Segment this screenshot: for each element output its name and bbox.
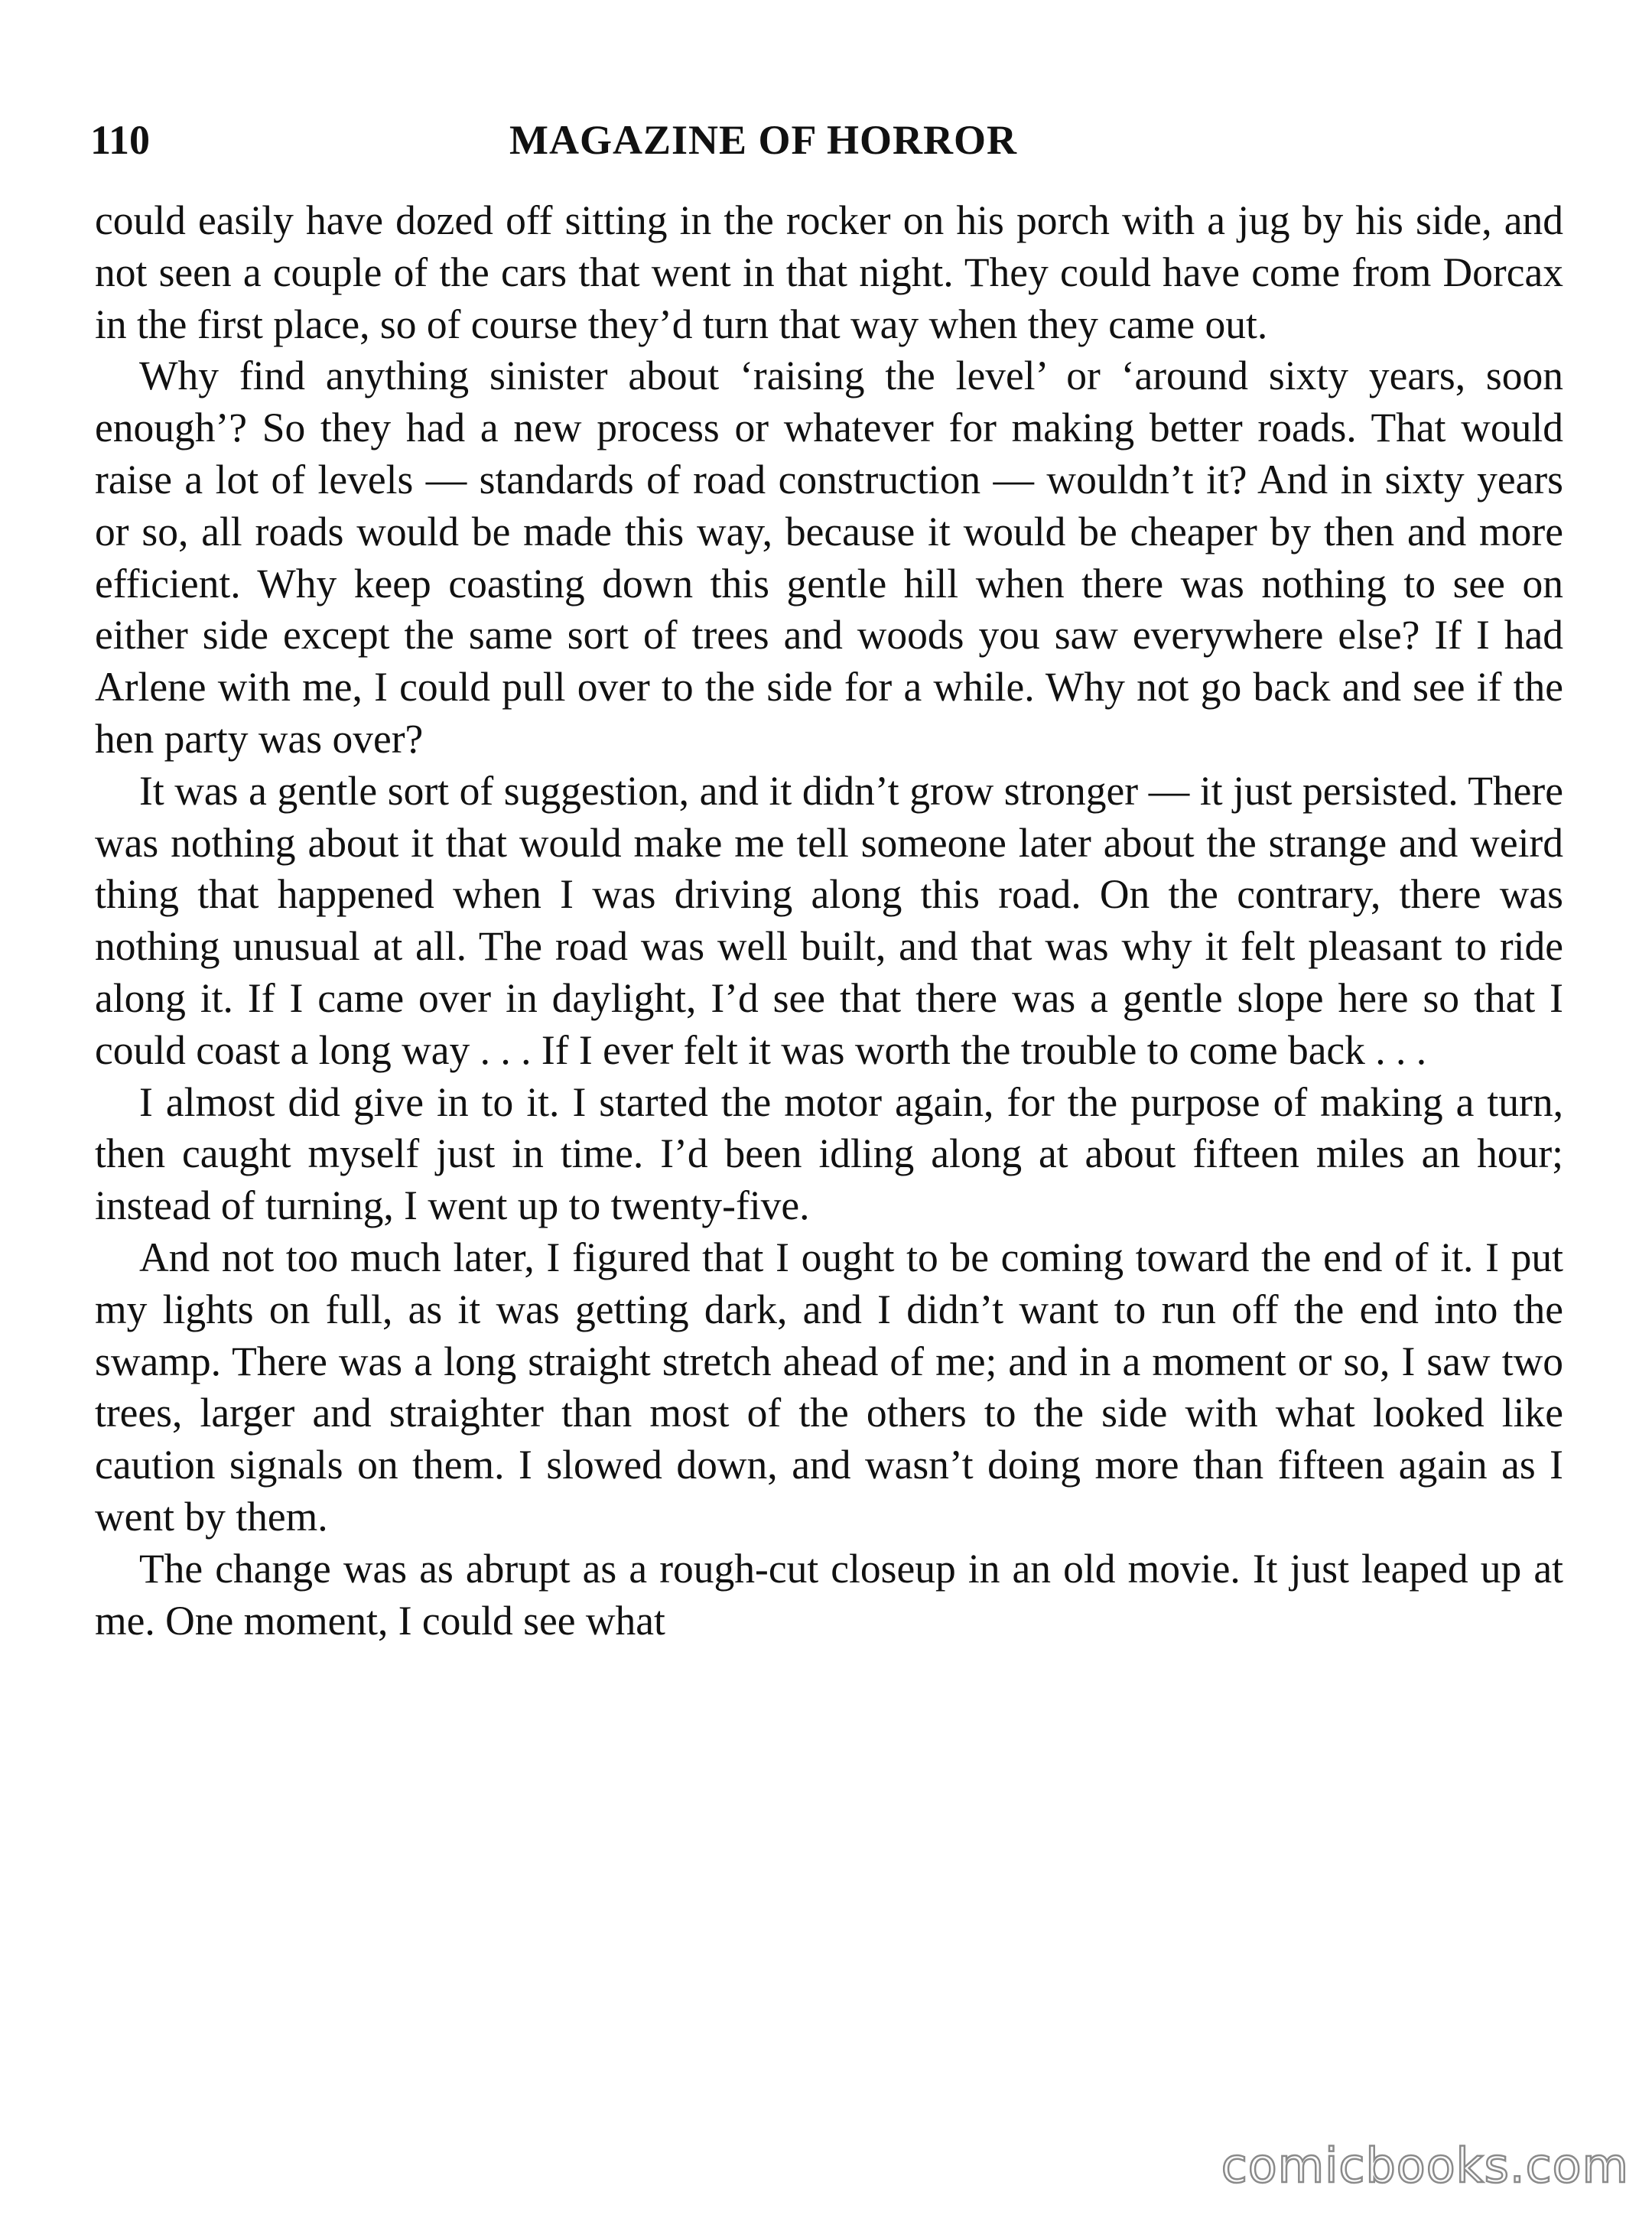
- paragraph-3: It was a gentle sort of suggestion, and it didn’t grow stronger — it just persisted. There was nothing about it that would make me tell someone later about the strange and weird thing that happened when I was driving along this road. On the contrary, there was nothing unusual at all. The road was well built, and that was why it felt pleasant to ride along it. If I came over in daylight, I’d see that there was a gentle slope here so that I could coast a long way . . . If I ever felt it was worth the trouble to come back . . .: [95, 767, 1563, 1073]
- paragraph-5: And not too much later, I figured that I ought to be coming toward the end of it. I put my lights on full, as it was getting dark, and I didn’t want to run off the end into the swamp. There was a long straight stretch ahead of me; and in a moment or so, I saw two trees, larger and straighter than most of the others to the side with what looked like caution signals on them. I slowed down, and wasn’t doing more than fifteen again as I went by them.: [95, 1234, 1563, 1540]
- page-header: [90, 113, 1574, 167]
- paragraph-2: Why find anything sinister about ‘raising the level’ or ‘around sixty years, soon enough’? So they had a new process or whatever for making better roads. That would raise a lot of levels — standards of road construction — wouldn’t it? And in sixty years or so, all roads would be made this way, because it would be cheaper by then and more efficient. Why keep coasting down this gentle hill when there was nothing to see on either side except the same sort of trees and woods you saw everywhere else? If I had Arlene with me, I could pull over to the side for a while. Why not go back and see if the hen party was over?: [95, 353, 1563, 762]
- paragraph-6: The change was as abrupt as a rough-cut closeup in an old movie. It just leaped up at me. One moment, I could see what: [95, 1545, 1563, 1644]
- page-number: 110: [90, 117, 151, 163]
- running-title: MAGAZINE OF HORROR: [509, 117, 1017, 163]
- body-text: [95, 195, 1563, 1647]
- paragraph-4: I almost did give in to it. I started the motor again, for the purpose of making a turn, then caught myself just in time. I’d been idling along at about fifteen miles an hour; instead of turning, I went up to twenty-five.: [95, 1078, 1563, 1229]
- paragraph-1: could easily have dozed off sitting in the rocker on his porch with a jug by his side, and not seen a couple of the cars that went in that night. They could have come from Dorcax in the first place, so of course they’d turn that way when they came out.: [95, 197, 1563, 347]
- watermark: comicbooks.com: [1221, 2138, 1629, 2194]
